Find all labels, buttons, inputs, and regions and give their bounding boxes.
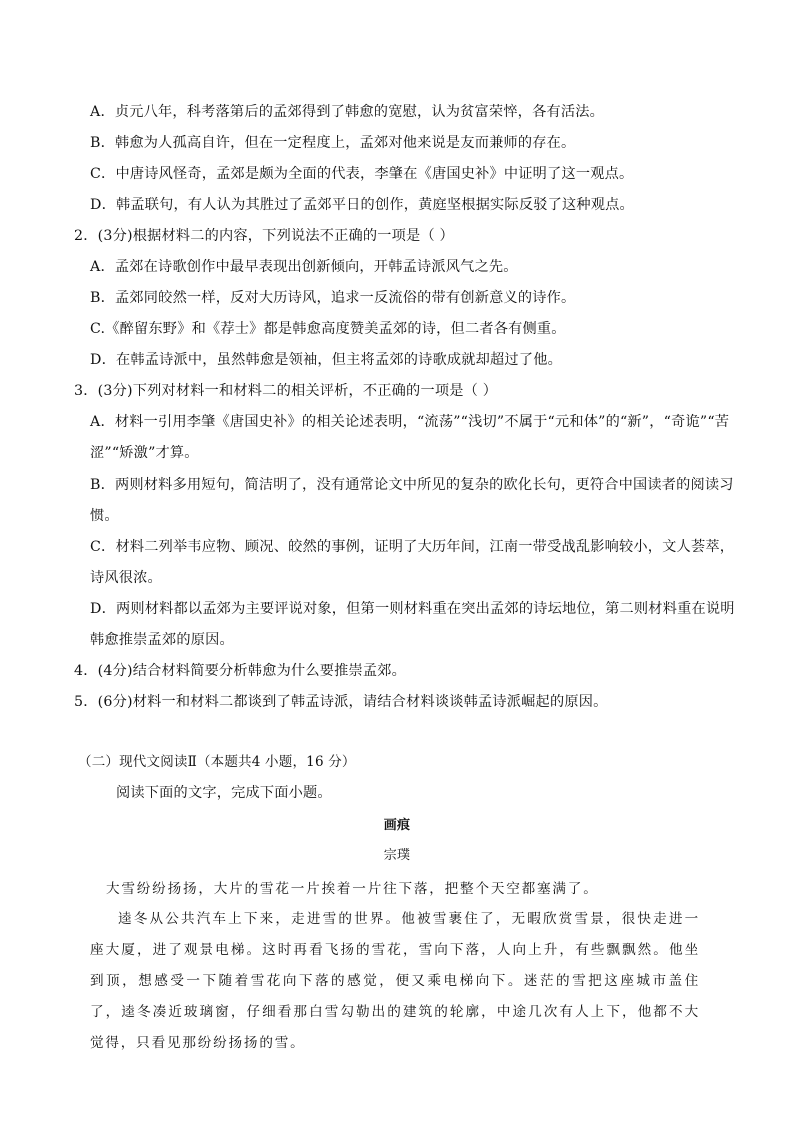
section-intro: 阅读下面的文字，完成下面小题。 <box>116 785 332 801</box>
story-paragraph-2: 逵冬从公共汽车上下来，走进雪的世界。他被雪裹住了，无暇欣赏雪景，很快走进一座大厦，进了观景电梯。这时再看飞扬的雪花，雪向下落，人向上升，有些飘飘然。他坐到顶，想感受一下随着雪花向下落的感觉，便又乘电梯向下。迷茫的雪把这座城市盖住了，逵冬凑近玻璃窗，仔细看那白雪勾勒出的建筑的轮廓，中途几次有人上下，他都不大觉得，只看见那纷纷扬扬的雪。 <box>90 911 700 1051</box>
q3-option-b-line1: B．两则材料多用短句，简洁明了，没有通常论文中所见的复杂的欧化长句，更符合中国读者的阅读习 <box>90 477 734 493</box>
q1-option-c: C．中唐诗风怪奇，孟郊是颇为全面的代表，李肇在《唐国史补》中证明了这一观点。 <box>90 166 634 182</box>
q4-stem: 4．(4分)结合材料简要分析韩愈为什么要推崇孟郊。 <box>74 663 407 679</box>
q2-option-c: C.《醉留东野》和《荐士》都是韩愈高度赞美孟郊的诗，但二者各有侧重。 <box>90 321 566 337</box>
q3-option-c-line2: 诗风很浓。 <box>90 570 162 586</box>
q2-option-b: B．孟郊同皎然一样，反对大历诗风，追求一反流俗的带有创新意义的诗作。 <box>90 290 576 306</box>
q3-option-a-line1: A．材料一引用李肇《唐国史补》的相关论述表明，“流荡”“浅切”不属于“元和体”的“新”，“奇诡”“苦 <box>90 414 730 430</box>
q3-option-a-line2: 涩”“矫激”才算。 <box>90 445 199 461</box>
q1-option-b: B．韩愈为人孤高自许，但在一定程度上，孟郊对他来说是友而兼师的存在。 <box>90 135 576 151</box>
q3-option-d-line2: 韩愈推崇孟郊的原因。 <box>90 632 234 648</box>
q3-stem: 3．(3分)下列对材料一和材料二的相关评析，不正确的一项是（ ） <box>74 383 498 399</box>
q5-stem: 5．(6分)材料一和材料二都谈到了韩孟诗派，请结合材料谈谈韩孟诗派崛起的原因。 <box>74 694 608 710</box>
q1-option-a: A．贞元八年，科考落第后的孟郊得到了韩愈的宽慰，认为贫富荣悴，各有活法。 <box>90 104 605 120</box>
section-heading: （二）现代文阅读Ⅱ（本题共4 小题，16 分） <box>78 754 356 770</box>
q2-option-a: A．孟郊在诗歌创作中最早表现出创新倾向，开韩孟诗派风气之先。 <box>90 259 518 275</box>
q1-option-d: D．韩孟联句，有人认为其胜过了孟郊平日的创作，黄庭坚根据实际反驳了这种观点。 <box>90 197 634 213</box>
story-author: 宗璞 <box>383 848 411 863</box>
q3-option-c-line1: C．材料二列举韦应物、顾况、皎然的事例，证明了大历年间，江南一带受战乱影响较小，文人荟萃， <box>90 539 735 555</box>
story-paragraph-1: 大雪纷纷扬扬，大片的雪花一片挨着一片往下落，把整个天空都塞满了。 <box>106 881 599 897</box>
q2-stem: 2．(3分)根据材料二的内容，下列说法不正确的一项是（ ） <box>74 228 454 244</box>
q2-option-d: D．在韩孟诗派中，虽然韩愈是领袖，但主将孟郊的诗歌成就却超过了他。 <box>90 352 562 368</box>
q3-option-d-line1: D．两则材料都以孟郊为主要评说对象，但第一则材料重在突出孟郊的诗坛地位，第二则材料重在说明 <box>90 601 735 617</box>
q3-option-b-line2: 惯。 <box>90 508 119 524</box>
story-title: 画痕 <box>383 818 411 833</box>
